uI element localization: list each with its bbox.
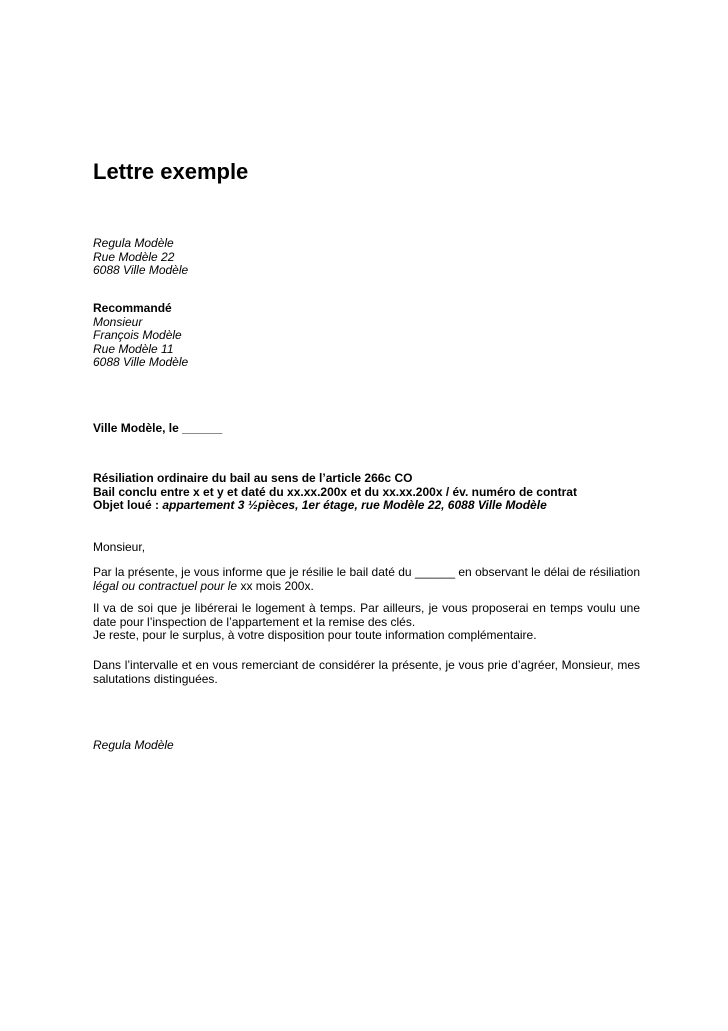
recipient-street: Rue Modèle 11 xyxy=(93,341,174,356)
sender-name: Regula Modèle xyxy=(93,236,174,250)
place-date-line: Ville Modèle, le ______ xyxy=(93,421,223,435)
subject-line-termination: Résiliation ordinaire du bail au sens de l’article 266c CO xyxy=(93,471,413,485)
rented-object-label: Objet loué : xyxy=(93,498,163,513)
sender-street: Rue Modèle 22 xyxy=(93,249,175,264)
body-paragraph-availability: Je reste, pour le surplus, à votre disposition pour toute information complémentaire. xyxy=(93,628,537,643)
subject-block xyxy=(93,472,640,513)
body-paragraph-termination xyxy=(93,566,640,593)
recipient-name: François Modèle xyxy=(93,328,182,343)
subject-line-rented-object xyxy=(93,499,640,513)
subject-line-contract: Bail conclu entre x et y et daté du xx.xx.200x et du xx.xx.200x / év. numéro de contrat xyxy=(93,484,577,499)
body-paragraph-group xyxy=(93,602,640,643)
body-paragraph-handover: Il va de soi que je libérerai le logement à temps. Par ailleurs, je vous proposerai en temps voulu une date pour l’inspection de l’appartement et la remise des clés. xyxy=(93,601,640,629)
sender-city: 6088 Ville Modèle xyxy=(93,263,189,278)
termination-text-end: xx mois 200x. xyxy=(240,578,314,593)
termination-text-start: Par la présente, je vous informe que je résilie le bail daté du ______ en observant le délai de résiliation xyxy=(93,565,640,579)
signature-name: Regula Modèle xyxy=(93,738,174,752)
rented-object-value: appartement 3 ½pièces, 1er étage, rue Modèle 22, 6088 Ville Modèle xyxy=(162,498,547,513)
recipient-salutation: Monsieur xyxy=(93,314,143,329)
termination-text-italic: légal ou contractuel pour le xyxy=(93,578,241,593)
recipient-address-block xyxy=(93,302,640,370)
letter-title: Lettre exemple xyxy=(93,159,249,184)
letter-salutation: Monsieur, xyxy=(93,540,146,554)
body-paragraph-closing: Dans l’intervalle et en vous remerciant de considérer la présente, je vous prie d’agréer, Monsieur, mes salutations distinguées. xyxy=(93,658,640,686)
delivery-method-label: Recommandé xyxy=(93,301,172,315)
recipient-city: 6088 Ville Modèle xyxy=(93,355,189,370)
sender-address-block xyxy=(93,237,640,278)
